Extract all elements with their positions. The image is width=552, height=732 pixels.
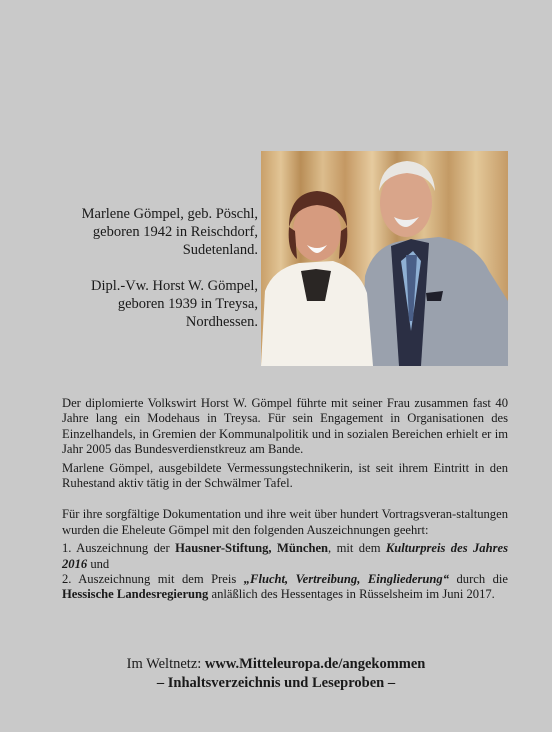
award-org: Hausner-Stiftung, München <box>175 541 329 556</box>
award-text: durch die <box>449 572 508 587</box>
caption-line: geboren 1942 in Reischdorf, <box>92 224 258 240</box>
biography-paragraph: Marlene Gömpel, ausgebildete Vermessungstechnikerin, ist seit ihrem Eintritt in den Ruhestand aktiv tätig in der Schwälmer Tafel. <box>62 460 508 491</box>
footer-line <box>0 674 552 693</box>
biography-paragraph: Der diplomierte Volkswirt Horst W. Gömpel führte mit seiner Frau zusammen fast 40 Jahre lang ein Modehaus in Treysa. Für sein Engagement in Organisationen des Einzelhandels, in Gremien der Kommunalpolitik und in sozialen Bereichen erhielt er im Jahr 2005 das Bundesverdienstkreuz am Bande. <box>62 396 508 457</box>
award-text: , mit dem <box>328 541 386 556</box>
body-text <box>62 396 508 603</box>
caption-line: Dipl.-Vw. Horst W. Gömpel, <box>90 278 258 294</box>
footer <box>0 655 552 693</box>
award-item-1 <box>62 541 508 572</box>
caption-line: Nordhessen. <box>185 314 258 330</box>
award-prize: Kulturpreis des Jahres 2016 <box>62 541 508 571</box>
caption-line: Marlene Gömpel, geb. Pöschl, <box>81 206 258 222</box>
award-text: 2. Auszeichnung mit dem Preis <box>62 572 244 587</box>
website-link[interactable]: www.Mitteleuropa.de/angekommen <box>204 656 426 672</box>
footer-subtitle: – Inhaltsverzeichnis und Leseproben – <box>156 675 396 691</box>
caption-line: geboren 1939 in Treysa, <box>117 296 258 312</box>
award-text: 1. Auszeichnung der <box>62 541 176 556</box>
award-text: anläßlich des Hessentages in Rüsselsheim im Juni 2017. <box>208 587 495 602</box>
couple-photo <box>261 151 508 366</box>
award-org: Hessische Landesregierung <box>62 587 209 602</box>
footer-prefix: Im Weltnetz: <box>126 656 205 672</box>
award-item-2 <box>62 572 508 603</box>
award-prize: „Flucht, Vertreibung, Eingliederung“ <box>243 572 450 587</box>
footer-line <box>0 655 552 674</box>
caption-line: Sudetenland. <box>182 242 258 258</box>
photo-caption <box>40 205 258 331</box>
awards-intro-paragraph: Für ihre sorgfältige Dokumentation und ihre weit über hundert Vortragsveran-staltungen wurden die Eheleute Gömpel mit den folgenden Auszeichnungen geehrt: <box>62 507 508 537</box>
award-text: und <box>87 556 110 571</box>
